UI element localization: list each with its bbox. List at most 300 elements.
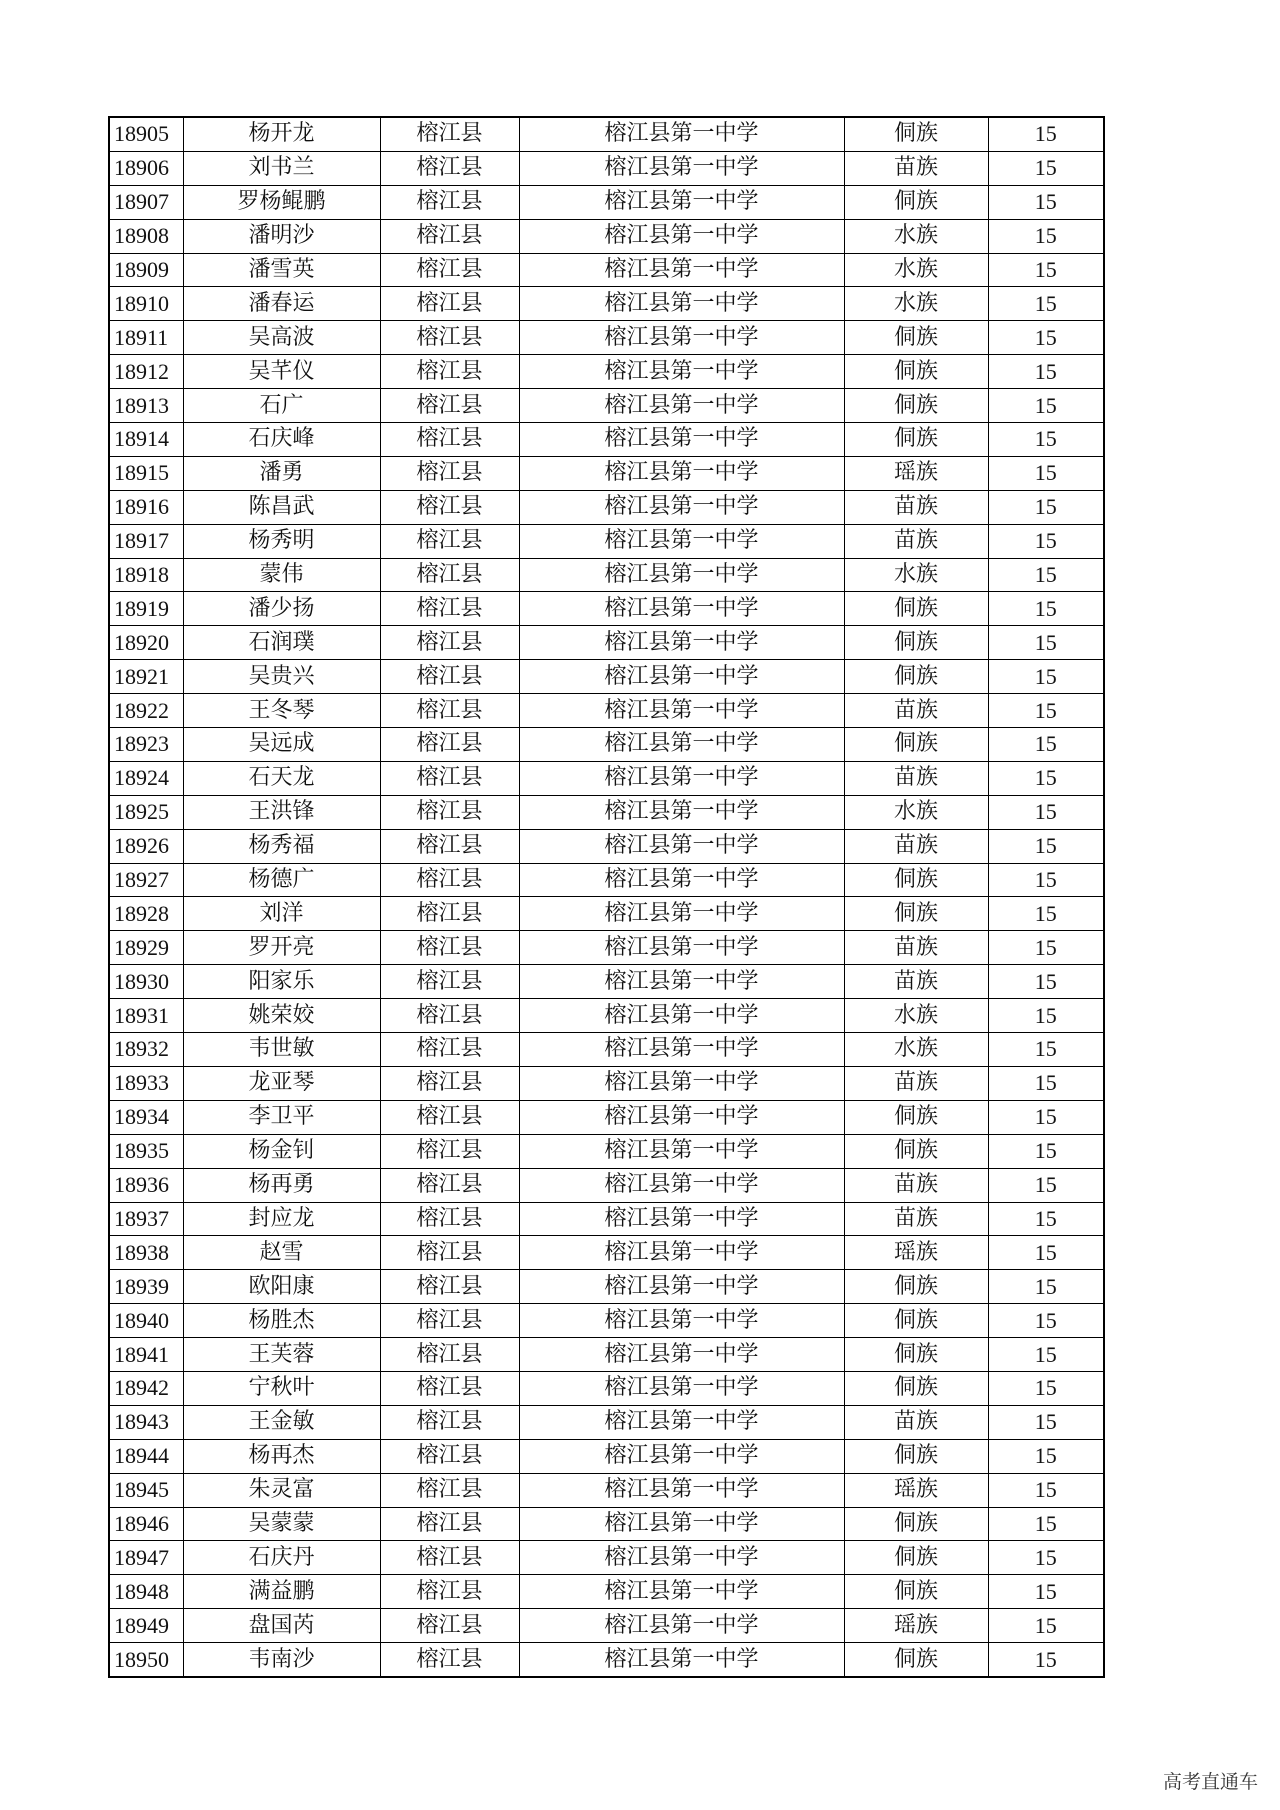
student-name-cell: 吴贵兴 <box>183 660 380 694</box>
ethnicity-cell: 侗族 <box>844 117 988 151</box>
student-name-cell: 潘春运 <box>183 287 380 321</box>
table-row <box>109 795 1104 829</box>
school-cell: 榕江县第一中学 <box>519 1236 844 1270</box>
ethnicity-cell: 水族 <box>844 1033 988 1067</box>
table-row <box>109 1507 1104 1541</box>
school-cell: 榕江县第一中学 <box>519 1405 844 1439</box>
county-cell: 榕江县 <box>380 1473 519 1507</box>
school-cell: 榕江县第一中学 <box>519 1507 844 1541</box>
exam-number-cell: 18947 <box>109 1541 183 1575</box>
table-row <box>109 931 1104 965</box>
bonus-score-cell: 15 <box>988 863 1104 897</box>
county-cell: 榕江县 <box>380 558 519 592</box>
exam-number-cell: 18906 <box>109 151 183 185</box>
county-cell: 榕江县 <box>380 321 519 355</box>
table-row <box>109 1371 1104 1405</box>
student-name-cell: 吴高波 <box>183 321 380 355</box>
exam-number-cell: 18932 <box>109 1033 183 1067</box>
exam-number-cell: 18907 <box>109 185 183 219</box>
county-cell: 榕江县 <box>380 389 519 423</box>
school-cell: 榕江县第一中学 <box>519 1371 844 1405</box>
table-row <box>109 321 1104 355</box>
county-cell: 榕江县 <box>380 1575 519 1609</box>
exam-number-cell: 18920 <box>109 626 183 660</box>
bonus-score-cell: 15 <box>988 1643 1104 1677</box>
county-cell: 榕江县 <box>380 1609 519 1643</box>
bonus-score-cell: 15 <box>988 490 1104 524</box>
county-cell: 榕江县 <box>380 1643 519 1677</box>
ethnicity-cell: 苗族 <box>844 829 988 863</box>
bonus-score-cell: 15 <box>988 1541 1104 1575</box>
student-name-cell: 潘明沙 <box>183 219 380 253</box>
bonus-score-cell: 15 <box>988 1507 1104 1541</box>
school-cell: 榕江县第一中学 <box>519 829 844 863</box>
school-cell: 榕江县第一中学 <box>519 151 844 185</box>
ethnicity-cell: 瑶族 <box>844 456 988 490</box>
exam-number-cell: 18913 <box>109 389 183 423</box>
school-cell: 榕江县第一中学 <box>519 321 844 355</box>
table-row <box>109 1033 1104 1067</box>
school-cell: 榕江县第一中学 <box>519 1643 844 1677</box>
student-name-cell: 陈昌武 <box>183 490 380 524</box>
bonus-score-cell: 15 <box>988 1405 1104 1439</box>
county-cell: 榕江县 <box>380 694 519 728</box>
county-cell: 榕江县 <box>380 1202 519 1236</box>
ethnicity-cell: 苗族 <box>844 151 988 185</box>
bonus-score-cell: 15 <box>988 795 1104 829</box>
county-cell: 榕江县 <box>380 1405 519 1439</box>
exam-number-cell: 18945 <box>109 1473 183 1507</box>
bonus-score-cell: 15 <box>988 965 1104 999</box>
table-row <box>109 1168 1104 1202</box>
student-roster-table <box>108 116 1105 1678</box>
bonus-score-cell: 15 <box>988 1236 1104 1270</box>
table-row <box>109 1338 1104 1372</box>
county-cell: 榕江县 <box>380 117 519 151</box>
school-cell: 榕江县第一中学 <box>519 694 844 728</box>
bonus-score-cell: 15 <box>988 626 1104 660</box>
student-name-cell: 赵雪 <box>183 1236 380 1270</box>
student-name-cell: 潘勇 <box>183 456 380 490</box>
student-name-cell: 欧阳康 <box>183 1270 380 1304</box>
ethnicity-cell: 侗族 <box>844 1575 988 1609</box>
bonus-score-cell: 15 <box>988 694 1104 728</box>
ethnicity-cell: 侗族 <box>844 1134 988 1168</box>
bonus-score-cell: 15 <box>988 253 1104 287</box>
county-cell: 榕江县 <box>380 761 519 795</box>
school-cell: 榕江县第一中学 <box>519 728 844 762</box>
county-cell: 榕江县 <box>380 1066 519 1100</box>
bonus-score-cell: 15 <box>988 1439 1104 1473</box>
table-row <box>109 1609 1104 1643</box>
exam-number-cell: 18924 <box>109 761 183 795</box>
school-cell: 榕江县第一中学 <box>519 897 844 931</box>
school-cell: 榕江县第一中学 <box>519 423 844 457</box>
student-name-cell: 杨再勇 <box>183 1168 380 1202</box>
exam-number-cell: 18935 <box>109 1134 183 1168</box>
ethnicity-cell: 苗族 <box>844 931 988 965</box>
table-row <box>109 1575 1104 1609</box>
student-name-cell: 吴芊仪 <box>183 355 380 389</box>
bonus-score-cell: 15 <box>988 151 1104 185</box>
county-cell: 榕江县 <box>380 863 519 897</box>
ethnicity-cell: 侗族 <box>844 1304 988 1338</box>
school-cell: 榕江县第一中学 <box>519 965 844 999</box>
county-cell: 榕江县 <box>380 999 519 1033</box>
exam-number-cell: 18939 <box>109 1270 183 1304</box>
student-name-cell: 吴蒙蒙 <box>183 1507 380 1541</box>
table-row <box>109 626 1104 660</box>
student-name-cell: 盘国芮 <box>183 1609 380 1643</box>
student-name-cell: 王芙蓉 <box>183 1338 380 1372</box>
ethnicity-cell: 瑶族 <box>844 1236 988 1270</box>
ethnicity-cell: 水族 <box>844 253 988 287</box>
ethnicity-cell: 侗族 <box>844 389 988 423</box>
student-name-cell: 姚荣姣 <box>183 999 380 1033</box>
school-cell: 榕江县第一中学 <box>519 558 844 592</box>
bonus-score-cell: 15 <box>988 1066 1104 1100</box>
exam-number-cell: 18929 <box>109 931 183 965</box>
county-cell: 榕江县 <box>380 423 519 457</box>
student-name-cell: 罗杨鲲鹏 <box>183 185 380 219</box>
county-cell: 榕江县 <box>380 490 519 524</box>
bonus-score-cell: 15 <box>988 389 1104 423</box>
table-row <box>109 1100 1104 1134</box>
exam-number-cell: 18943 <box>109 1405 183 1439</box>
county-cell: 榕江县 <box>380 1134 519 1168</box>
exam-number-cell: 18934 <box>109 1100 183 1134</box>
ethnicity-cell: 侗族 <box>844 1338 988 1372</box>
county-cell: 榕江县 <box>380 931 519 965</box>
student-name-cell: 朱灵富 <box>183 1473 380 1507</box>
ethnicity-cell: 瑶族 <box>844 1473 988 1507</box>
bonus-score-cell: 15 <box>988 1575 1104 1609</box>
county-cell: 榕江县 <box>380 795 519 829</box>
county-cell: 榕江县 <box>380 219 519 253</box>
table-row <box>109 524 1104 558</box>
ethnicity-cell: 侗族 <box>844 1100 988 1134</box>
student-name-cell: 刘洋 <box>183 897 380 931</box>
table-row <box>109 117 1104 151</box>
exam-number-cell: 18944 <box>109 1439 183 1473</box>
bonus-score-cell: 15 <box>988 1304 1104 1338</box>
ethnicity-cell: 水族 <box>844 999 988 1033</box>
exam-number-cell: 18923 <box>109 728 183 762</box>
table-row <box>109 897 1104 931</box>
ethnicity-cell: 侗族 <box>844 1541 988 1575</box>
county-cell: 榕江县 <box>380 1270 519 1304</box>
table-row <box>109 1066 1104 1100</box>
bonus-score-cell: 15 <box>988 117 1104 151</box>
table-row <box>109 151 1104 185</box>
table-row <box>109 287 1104 321</box>
exam-number-cell: 18916 <box>109 490 183 524</box>
bonus-score-cell: 15 <box>988 1100 1104 1134</box>
bonus-score-cell: 15 <box>988 1338 1104 1372</box>
student-name-cell: 阳家乐 <box>183 965 380 999</box>
table-row <box>109 1236 1104 1270</box>
ethnicity-cell: 水族 <box>844 287 988 321</box>
table-row <box>109 863 1104 897</box>
ethnicity-cell: 苗族 <box>844 1405 988 1439</box>
school-cell: 榕江县第一中学 <box>519 1066 844 1100</box>
bonus-score-cell: 15 <box>988 219 1104 253</box>
school-cell: 榕江县第一中学 <box>519 1609 844 1643</box>
student-name-cell: 杨胜杰 <box>183 1304 380 1338</box>
school-cell: 榕江县第一中学 <box>519 1338 844 1372</box>
school-cell: 榕江县第一中学 <box>519 490 844 524</box>
student-name-cell: 石庆丹 <box>183 1541 380 1575</box>
bonus-score-cell: 15 <box>988 897 1104 931</box>
school-cell: 榕江县第一中学 <box>519 456 844 490</box>
ethnicity-cell: 侗族 <box>844 355 988 389</box>
table-row <box>109 660 1104 694</box>
bonus-score-cell: 15 <box>988 1202 1104 1236</box>
bonus-score-cell: 15 <box>988 1473 1104 1507</box>
school-cell: 榕江县第一中学 <box>519 795 844 829</box>
exam-number-cell: 18912 <box>109 355 183 389</box>
student-name-cell: 王洪锋 <box>183 795 380 829</box>
table-row <box>109 592 1104 626</box>
bonus-score-cell: 15 <box>988 1168 1104 1202</box>
bonus-score-cell: 15 <box>988 761 1104 795</box>
bonus-score-cell: 15 <box>988 558 1104 592</box>
bonus-score-cell: 15 <box>988 524 1104 558</box>
table-row <box>109 1304 1104 1338</box>
table-row <box>109 558 1104 592</box>
exam-number-cell: 18936 <box>109 1168 183 1202</box>
table-row <box>109 829 1104 863</box>
school-cell: 榕江县第一中学 <box>519 1575 844 1609</box>
exam-number-cell: 18949 <box>109 1609 183 1643</box>
exam-number-cell: 18911 <box>109 321 183 355</box>
exam-number-cell: 18930 <box>109 965 183 999</box>
school-cell: 榕江县第一中学 <box>519 761 844 795</box>
school-cell: 榕江县第一中学 <box>519 999 844 1033</box>
county-cell: 榕江县 <box>380 626 519 660</box>
ethnicity-cell: 侗族 <box>844 897 988 931</box>
bonus-score-cell: 15 <box>988 592 1104 626</box>
table-row <box>109 965 1104 999</box>
table-row <box>109 456 1104 490</box>
county-cell: 榕江县 <box>380 524 519 558</box>
county-cell: 榕江县 <box>380 287 519 321</box>
county-cell: 榕江县 <box>380 151 519 185</box>
student-name-cell: 吴远成 <box>183 728 380 762</box>
student-name-cell: 潘少扬 <box>183 592 380 626</box>
school-cell: 榕江县第一中学 <box>519 1473 844 1507</box>
bonus-score-cell: 15 <box>988 1033 1104 1067</box>
bonus-score-cell: 15 <box>988 829 1104 863</box>
school-cell: 榕江县第一中学 <box>519 524 844 558</box>
ethnicity-cell: 苗族 <box>844 524 988 558</box>
county-cell: 榕江县 <box>380 1100 519 1134</box>
school-cell: 榕江县第一中学 <box>519 592 844 626</box>
county-cell: 榕江县 <box>380 1236 519 1270</box>
table-row <box>109 694 1104 728</box>
exam-number-cell: 18909 <box>109 253 183 287</box>
exam-number-cell: 18926 <box>109 829 183 863</box>
school-cell: 榕江县第一中学 <box>519 626 844 660</box>
student-name-cell: 龙亚琴 <box>183 1066 380 1100</box>
ethnicity-cell: 苗族 <box>844 694 988 728</box>
table-row <box>109 253 1104 287</box>
exam-number-cell: 18946 <box>109 1507 183 1541</box>
county-cell: 榕江县 <box>380 660 519 694</box>
ethnicity-cell: 侗族 <box>844 185 988 219</box>
table-row <box>109 1134 1104 1168</box>
exam-number-cell: 18918 <box>109 558 183 592</box>
ethnicity-cell: 侗族 <box>844 321 988 355</box>
table-row <box>109 1473 1104 1507</box>
ethnicity-cell: 侗族 <box>844 1270 988 1304</box>
school-cell: 榕江县第一中学 <box>519 185 844 219</box>
student-name-cell: 杨金钊 <box>183 1134 380 1168</box>
exam-number-cell: 18933 <box>109 1066 183 1100</box>
student-name-cell: 王冬琴 <box>183 694 380 728</box>
ethnicity-cell: 苗族 <box>844 490 988 524</box>
student-name-cell: 罗开亮 <box>183 931 380 965</box>
school-cell: 榕江县第一中学 <box>519 117 844 151</box>
student-name-cell: 石广 <box>183 389 380 423</box>
ethnicity-cell: 水族 <box>844 219 988 253</box>
exam-number-cell: 18914 <box>109 423 183 457</box>
school-cell: 榕江县第一中学 <box>519 863 844 897</box>
exam-number-cell: 18950 <box>109 1643 183 1677</box>
school-cell: 榕江县第一中学 <box>519 931 844 965</box>
county-cell: 榕江县 <box>380 253 519 287</box>
exam-number-cell: 18919 <box>109 592 183 626</box>
exam-number-cell: 18925 <box>109 795 183 829</box>
student-name-cell: 韦南沙 <box>183 1643 380 1677</box>
exam-number-cell: 18938 <box>109 1236 183 1270</box>
ethnicity-cell: 苗族 <box>844 965 988 999</box>
ethnicity-cell: 侗族 <box>844 592 988 626</box>
county-cell: 榕江县 <box>380 1033 519 1067</box>
school-cell: 榕江县第一中学 <box>519 219 844 253</box>
exam-number-cell: 18941 <box>109 1338 183 1372</box>
school-cell: 榕江县第一中学 <box>519 253 844 287</box>
exam-number-cell: 18942 <box>109 1371 183 1405</box>
exam-number-cell: 18928 <box>109 897 183 931</box>
bonus-score-cell: 15 <box>988 1609 1104 1643</box>
county-cell: 榕江县 <box>380 728 519 762</box>
bonus-score-cell: 15 <box>988 1270 1104 1304</box>
county-cell: 榕江县 <box>380 1304 519 1338</box>
county-cell: 榕江县 <box>380 592 519 626</box>
school-cell: 榕江县第一中学 <box>519 1134 844 1168</box>
student-name-cell: 封应龙 <box>183 1202 380 1236</box>
ethnicity-cell: 苗族 <box>844 1168 988 1202</box>
exam-number-cell: 18910 <box>109 287 183 321</box>
school-cell: 榕江县第一中学 <box>519 389 844 423</box>
county-cell: 榕江县 <box>380 456 519 490</box>
table-row <box>109 1405 1104 1439</box>
ethnicity-cell: 侗族 <box>844 1371 988 1405</box>
student-name-cell: 杨开龙 <box>183 117 380 151</box>
school-cell: 榕江县第一中学 <box>519 1202 844 1236</box>
student-name-cell: 石润璞 <box>183 626 380 660</box>
table-row <box>109 389 1104 423</box>
bonus-score-cell: 15 <box>988 660 1104 694</box>
bonus-score-cell: 15 <box>988 287 1104 321</box>
bonus-score-cell: 15 <box>988 931 1104 965</box>
student-name-cell: 宁秋叶 <box>183 1371 380 1405</box>
exam-number-cell: 18917 <box>109 524 183 558</box>
table-row <box>109 355 1104 389</box>
student-name-cell: 王金敏 <box>183 1405 380 1439</box>
school-cell: 榕江县第一中学 <box>519 1168 844 1202</box>
county-cell: 榕江县 <box>380 1168 519 1202</box>
county-cell: 榕江县 <box>380 185 519 219</box>
ethnicity-cell: 水族 <box>844 558 988 592</box>
ethnicity-cell: 侗族 <box>844 660 988 694</box>
student-name-cell: 石庆峰 <box>183 423 380 457</box>
student-name-cell: 蒙伟 <box>183 558 380 592</box>
school-cell: 榕江县第一中学 <box>519 1304 844 1338</box>
exam-number-cell: 18940 <box>109 1304 183 1338</box>
ethnicity-cell: 侗族 <box>844 1507 988 1541</box>
ethnicity-cell: 侗族 <box>844 728 988 762</box>
exam-number-cell: 18922 <box>109 694 183 728</box>
exam-number-cell: 18905 <box>109 117 183 151</box>
bonus-score-cell: 15 <box>988 185 1104 219</box>
table-row <box>109 490 1104 524</box>
school-cell: 榕江县第一中学 <box>519 1270 844 1304</box>
county-cell: 榕江县 <box>380 355 519 389</box>
student-name-cell: 韦世敏 <box>183 1033 380 1067</box>
table-row <box>109 185 1104 219</box>
ethnicity-cell: 水族 <box>844 795 988 829</box>
bonus-score-cell: 15 <box>988 999 1104 1033</box>
bonus-score-cell: 15 <box>988 321 1104 355</box>
county-cell: 榕江县 <box>380 1439 519 1473</box>
county-cell: 榕江县 <box>380 1371 519 1405</box>
table-row <box>109 728 1104 762</box>
school-cell: 榕江县第一中学 <box>519 1033 844 1067</box>
roster-body <box>109 117 1104 1677</box>
county-cell: 榕江县 <box>380 1541 519 1575</box>
county-cell: 榕江县 <box>380 897 519 931</box>
student-name-cell: 杨秀明 <box>183 524 380 558</box>
ethnicity-cell: 侗族 <box>844 423 988 457</box>
bonus-score-cell: 15 <box>988 456 1104 490</box>
exam-number-cell: 18937 <box>109 1202 183 1236</box>
bonus-score-cell: 15 <box>988 1371 1104 1405</box>
county-cell: 榕江县 <box>380 829 519 863</box>
table-row <box>109 219 1104 253</box>
school-cell: 榕江县第一中学 <box>519 1439 844 1473</box>
table-row <box>109 1643 1104 1677</box>
table-row <box>109 1541 1104 1575</box>
student-name-cell: 杨秀福 <box>183 829 380 863</box>
student-name-cell: 杨再杰 <box>183 1439 380 1473</box>
exam-number-cell: 18921 <box>109 660 183 694</box>
student-name-cell: 杨德广 <box>183 863 380 897</box>
table-row <box>109 999 1104 1033</box>
table-row <box>109 1439 1104 1473</box>
bonus-score-cell: 15 <box>988 355 1104 389</box>
ethnicity-cell: 侗族 <box>844 863 988 897</box>
site-watermark: 高考直通车 <box>1162 1771 1258 1793</box>
ethnicity-cell: 苗族 <box>844 1202 988 1236</box>
ethnicity-cell: 苗族 <box>844 1066 988 1100</box>
table-row <box>109 423 1104 457</box>
student-name-cell: 李卫平 <box>183 1100 380 1134</box>
table-row <box>109 1270 1104 1304</box>
table-row <box>109 1202 1104 1236</box>
school-cell: 榕江县第一中学 <box>519 355 844 389</box>
